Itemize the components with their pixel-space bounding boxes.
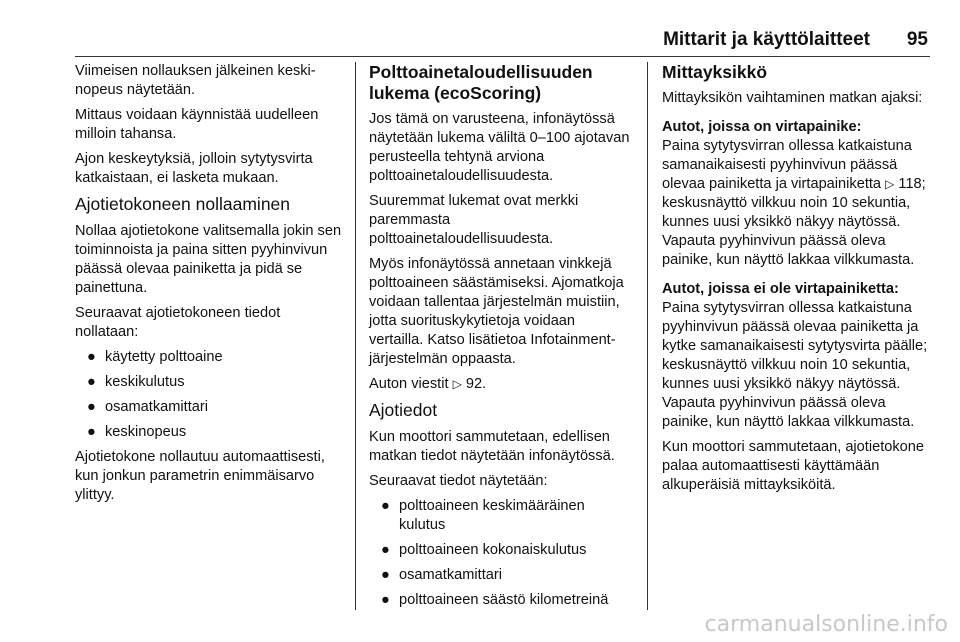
list-item: ● osamatkamittari	[87, 399, 208, 415]
list-item: ● keskinopeus	[87, 424, 187, 440]
paragraph: Mittayksikön vaihtaminen matkan ajaksi:	[662, 90, 923, 106]
bullet-list	[369, 497, 633, 610]
paragraph: Viimeisen nollauksen jälkeinen keski-nopeus näytetään.	[75, 63, 316, 98]
bullet-icon: ●	[381, 542, 390, 558]
paragraph: Kun moottori sammutetaan, edellisen matkan tiedot näytetään infonäytössä.	[369, 429, 615, 464]
paragraph-reference: Paina sytytysvirran ollessa katkaistuna samanaikaisesti pyyhinvivun päässä olevaa painiketta ja virtapainiketta ▷ 118; keskusnäyttö vilkkuu noin 10 sekuntia, kunnes uusi yksikkö näkyy näytössä. Vapauta pyyhinvivun päässä oleva painike, kun näyttö lakkaa vilkkumasta.	[662, 138, 926, 268]
bullet-icon: ●	[381, 592, 390, 608]
column-2	[369, 62, 633, 616]
bullet-icon: ●	[381, 567, 390, 583]
page-title: Mittarit ja käyttölaitteet	[663, 29, 870, 50]
bullet-icon: ●	[87, 399, 96, 415]
paragraph: Jos tämä on varusteena, infonäytössä näytetään lukema väliltä 0–100 ajotavan perusteella tehtynä arviona polttoainetaloudellisuudesta.	[369, 111, 630, 184]
paragraph: Myös infonäytössä annetaan vinkkejä polttoaineen säästämiseksi. Ajomatkoja voidaan tallentaa järjestelmän muistiin, jotta suorituskykytietoja voidaan vertailla. Katso lisätietoa Infotainment-järjestelmän oppaasta.	[369, 256, 624, 367]
bullet-icon: ●	[87, 349, 96, 365]
list-item: ● polttoaineen säästö kilometreinä	[381, 592, 609, 608]
page-number: 95	[906, 29, 928, 50]
bullet-icon: ●	[87, 374, 96, 390]
paragraph: Suuremmat lukemat ovat merkki paremmasta polttoainetaloudellisuudesta.	[369, 193, 579, 247]
column-3	[662, 62, 930, 501]
list-item: ● polttoaineen kokonaiskulutus	[381, 542, 587, 558]
paragraph: Ajotietokone nollautuu automaattisesti, kun jonkun parametrin enimmäisarvo ylittyy.	[75, 449, 325, 503]
paragraph: Kun moottori sammutetaan, ajotietokone palaa automaattisesti käyttämään alkuperäisiä mittayksiköitä.	[662, 439, 925, 493]
subheading: Autot, joissa ei ole virtapainiketta:	[662, 281, 899, 297]
page-reference-link[interactable]: 118; keskusnäyttö vilkkuu noin 10 sekuntia, kunnes uusi yksikkö näkyy näytössä. Vapauta pyyhinvivun päässä oleva painike, kun näyttö lakkaa vilkkumasta.	[662, 176, 926, 268]
paragraph: Ajon keskeytyksiä, jolloin sytytysvirta katkaistaan, ei lasketa mukaan.	[75, 151, 313, 186]
subheading: Autot, joissa on virtapainike:	[662, 119, 862, 135]
column-1	[75, 62, 345, 511]
list-item: ● käytetty polttoaine	[87, 349, 223, 365]
bullet-list	[75, 348, 345, 442]
bullet-icon: ●	[381, 498, 390, 514]
paragraph: Seuraavat tiedot näytetään:	[369, 473, 548, 489]
paragraph: Mittaus voidaan käynnistää uudelleen milloin tahansa.	[75, 107, 319, 142]
list-item: ● keskikulutus	[87, 374, 185, 390]
paragraph: Paina sytytysvirran ollessa katkaistuna pyyhinvivun päässä olevaa painiketta ja kytke samanaikaisesti sytytysvirta päälle; keskusnäyttö vilkkuu noin 10 sekuntia, kunnes uusi yksikkö näkyy näytössä. Vapauta pyyhinvivun päässä oleva painike, kun näyttö lakkaa vilkkumasta.	[662, 300, 928, 430]
header-divider	[75, 56, 930, 57]
bullet-icon: ●	[87, 424, 96, 440]
watermark: carmanualsonline.info	[704, 612, 948, 637]
column-divider-1	[355, 62, 356, 610]
list-item: ● osamatkamittari	[381, 567, 502, 583]
paragraph: Seuraavat ajotietokoneen tiedot nollataan:	[75, 305, 281, 340]
column-divider-2	[647, 62, 648, 610]
reference-arrow-icon: ▷	[452, 377, 462, 391]
section-heading: Mittayksikkö	[662, 62, 768, 82]
reference-arrow-icon: ▷	[885, 177, 895, 191]
list-item: ● polttoaineen keskimääräinen kulutus	[381, 498, 585, 533]
page-reference-link[interactable]: 92.	[465, 376, 487, 392]
section-heading: Ajotietokoneen nollaaminen	[75, 194, 291, 214]
paragraph-reference: Auton viestit ▷ 92.	[369, 376, 487, 392]
section-heading: Ajotiedot	[369, 400, 438, 420]
section-heading: Polttoainetaloudellisuuden lukema (ecoScoring)	[369, 62, 593, 103]
page-header	[75, 26, 930, 54]
paragraph: Nollaa ajotietokone valitsemalla jokin sen toiminnoista ja paina sitten pyyhinvivun päässä olevaa painiketta ja pidä se painettuna.	[75, 223, 342, 296]
